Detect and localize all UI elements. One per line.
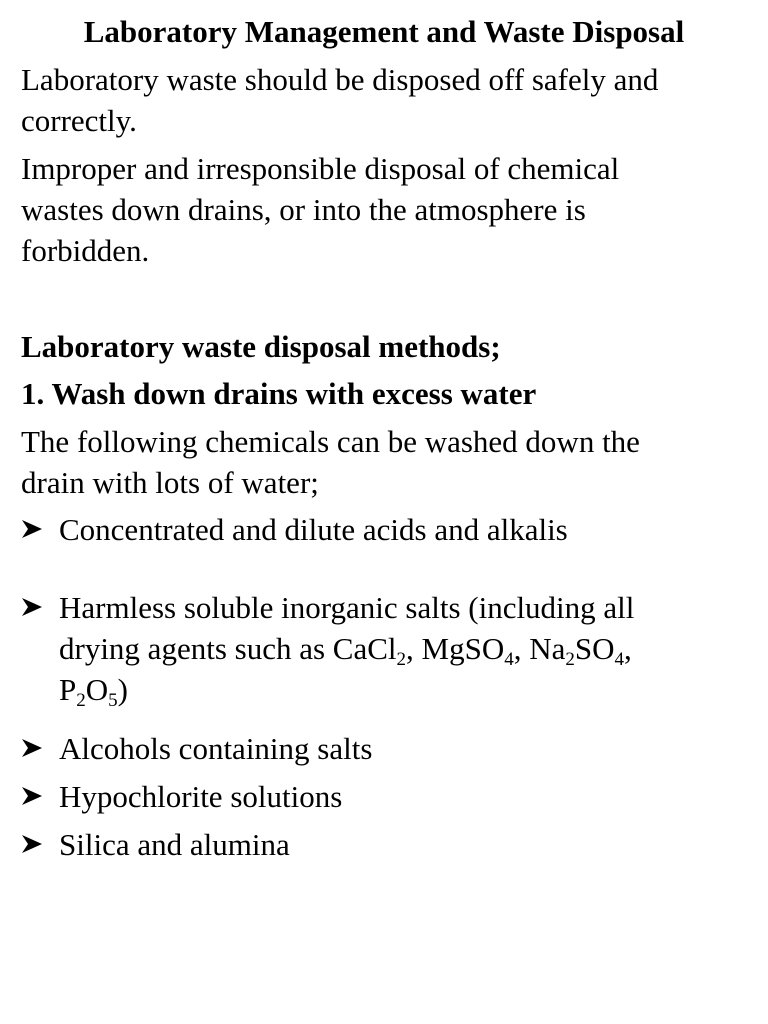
methods-heading: Laboratory waste disposal methods;: [21, 329, 501, 364]
list-item-text: Concentrated and dilute acids and alkalis: [59, 512, 568, 547]
intro-line-2: correctly.: [21, 103, 137, 138]
method1-heading: 1. Wash down drains with excess water: [21, 376, 537, 411]
list-item-line: $P_2O_5$): [59, 672, 128, 711]
intro-line-3: Improper and irresponsible disposal of chemical: [21, 151, 620, 186]
intro-line-1: Laboratory waste should be disposed off safely and: [21, 62, 659, 97]
page-title: Laboratory Management and Waste Disposal: [83, 14, 685, 49]
formula-p2o5: $P_2O_5$: [59, 672, 118, 711]
list-item-text: [59, 587, 634, 710]
list-item-text: Alcohols containing salts: [59, 731, 373, 766]
formula-na2so4: $Na_2SO_4$: [529, 631, 625, 670]
arrow-bullet-icon: [21, 785, 43, 807]
arrow-bullet-icon: [21, 596, 43, 618]
list-item-line: Harmless soluble inorganic salts (including all: [59, 590, 635, 625]
formula-mgso4: MgSO$_4$: [421, 631, 514, 670]
list-item-text: Hypochlorite solutions: [59, 779, 343, 814]
intro-line-5: forbidden.: [21, 233, 150, 268]
method1-intro-line-2: drain with lots of water;: [21, 465, 319, 500]
arrow-bullet-icon: [21, 833, 43, 855]
list-item-text: Silica and alumina: [59, 827, 290, 862]
formula-cacl2: CaCl$_2$: [332, 631, 407, 670]
arrow-bullet-icon: [21, 737, 43, 759]
list-item-line: drying agents such as CaCl$_2$, MgSO$_4$, $Na_2SO_4$,: [59, 631, 632, 670]
method1-intro-line-1: The following chemicals can be washed down the: [21, 424, 640, 459]
intro-line-4: wastes down drains, or into the atmosphere is: [21, 192, 586, 227]
arrow-bullet-icon: [21, 518, 43, 540]
